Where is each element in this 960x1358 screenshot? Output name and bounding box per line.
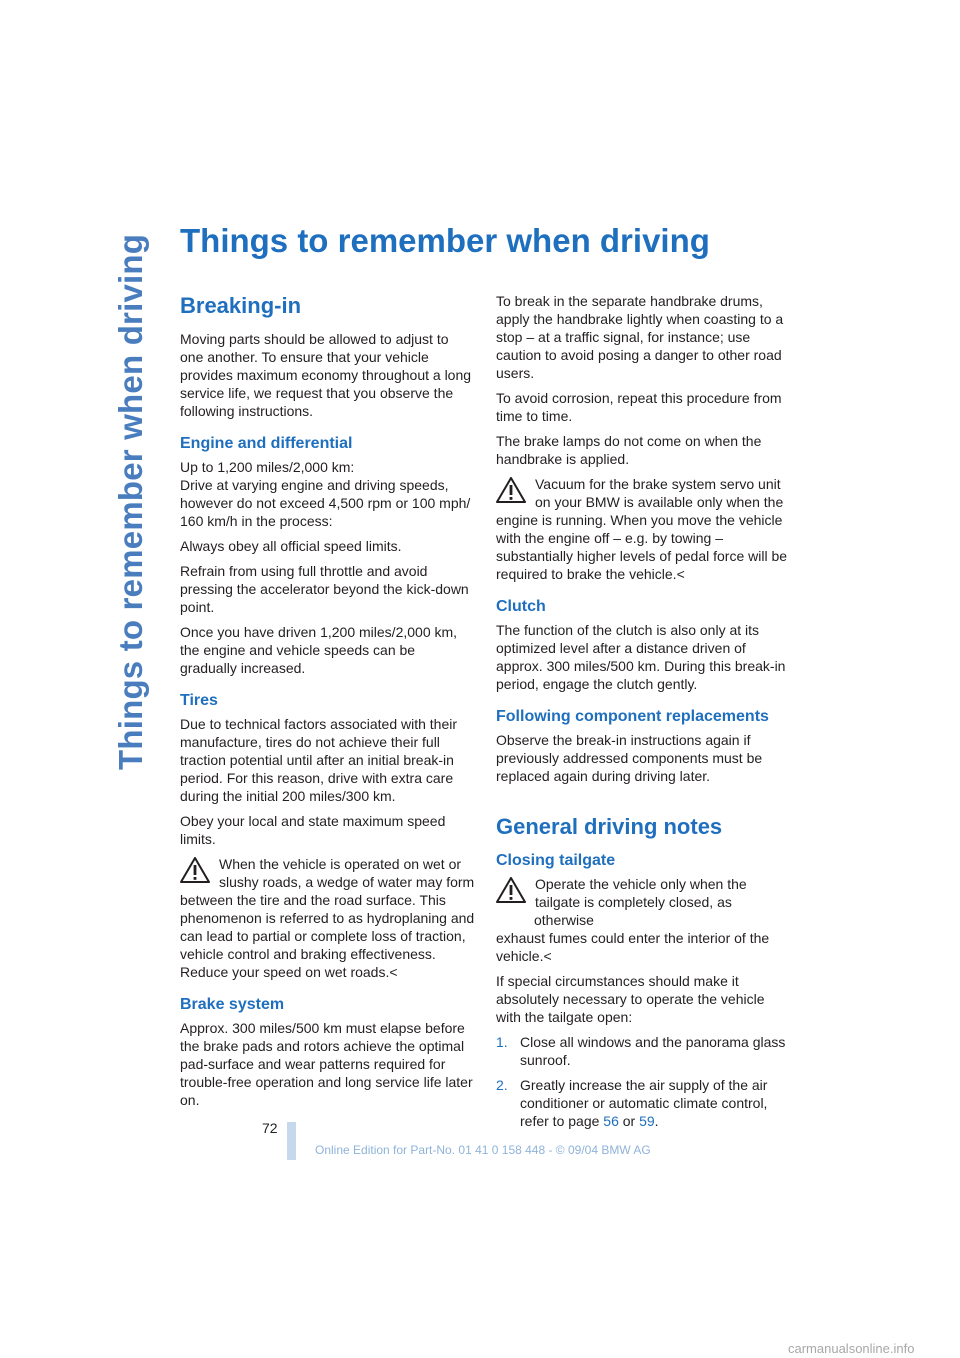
- following-heading: Following component replacements: [496, 708, 769, 725]
- vacuum-warning: [496, 475, 791, 583]
- tailgate-warning: [496, 875, 791, 965]
- footer-bar: [287, 1122, 296, 1160]
- tailgate-heading: Closing tailgate: [496, 852, 616, 869]
- tailgate-warning-rest: exhaust fumes could enter the interior of the vehicle.: [496, 930, 770, 964]
- tires-heading: Tires: [180, 692, 218, 709]
- engine-paragraph-4: Once you have driven 1,200 miles/2,000 km, the engine and vehicle speeds can be gradually increased.: [180, 624, 458, 676]
- handbrake-paragraph-3: The brake lamps do not come on when the handbrake is applied.: [496, 433, 762, 467]
- tailgate-warning-lead: Operate the vehicle only when the tailgate is completely closed, as otherwise: [534, 876, 747, 928]
- engine-paragraph-3: Refrain from using full throttle and avoid pressing the accelerator beyond the kick-down point.: [180, 563, 469, 615]
- tires-paragraph-2: Obey your local and state maximum speed limits.: [180, 813, 446, 847]
- engine-paragraph-2: Always obey all official speed limits.: [180, 538, 402, 554]
- handbrake-paragraph-1: To break in the separate handbrake drums, apply the handbrake lightly when coasting to a stop – at a traffic signal, for instance; use caution to avoid posing a danger to other road users.: [496, 293, 784, 381]
- watermark: carmanualsonline.info: [788, 1341, 915, 1356]
- brake-paragraph-1: Approx. 300 miles/500 km must elapse before the brake pads and rotors achieve the optimal pad-surface and wear patterns required for trouble-free operation and long service life later on.: [180, 1020, 473, 1108]
- engine-paragraph-1: Up to 1,200 miles/2,000 km: Drive at varying engine and driving speeds, however do not exceed 4,500 rpm or 100 mph/ 160 km/h in the process:: [180, 459, 471, 529]
- list-number: 1.: [496, 1034, 508, 1050]
- page-link-56[interactable]: 56: [603, 1113, 619, 1129]
- side-tab-label: Things to remember when driving: [112, 233, 149, 770]
- end-mark: <: [389, 964, 398, 980]
- list-text: Close all windows and the panorama glass sunroof.: [520, 1034, 786, 1068]
- following-paragraph-1: Observe the break-in instructions again if previously addressed components must be replaced again during driving later.: [496, 732, 763, 784]
- vacuum-warning-lead: Vacuum for the brake system servo unit on your BMW is available only when the: [535, 476, 784, 510]
- list-text-mid: or: [618, 1113, 640, 1129]
- list-item: [496, 1033, 791, 1069]
- end-mark: <: [676, 566, 685, 582]
- list-text-end: .: [654, 1113, 659, 1129]
- warning-triangle-icon: [496, 477, 526, 503]
- tailgate-paragraph-1: If special circumstances should make it absolutely necessary to operate the vehicle with the tailgate open:: [496, 973, 765, 1025]
- breakin-intro: Moving parts should be allowed to adjust to one another. To ensure that your vehicle provides maximum economy throughout a long service life, we request that you observe the following instructions.: [180, 331, 472, 419]
- tires-paragraph-1: Due to technical factors associated with their manufacture, tires do not achieve their full traction potential until after an initial break-in period. For this reason, drive with extra care during the initial 200 miles/300 km.: [180, 716, 458, 804]
- side-tab: [104, 230, 160, 770]
- breakin-heading: Breaking-in: [180, 293, 302, 318]
- tires-warning: [180, 855, 475, 981]
- engine-heading: Engine and differential: [180, 435, 353, 452]
- handbrake-paragraph-2: To avoid corrosion, repeat this procedure from time to time.: [496, 390, 782, 424]
- end-mark: <: [543, 948, 552, 964]
- list-text: Greatly increase the air supply of the air conditioner or automatic climate control, refer to page: [520, 1077, 768, 1129]
- left-column: [180, 292, 475, 1116]
- clutch-heading: Clutch: [496, 598, 546, 615]
- list-item: [496, 1076, 791, 1130]
- clutch-paragraph-1: The function of the clutch is also only at its optimized level after a distance driven of approx. 300 miles/500 km. During this break-in period, engage the clutch gently.: [496, 622, 786, 692]
- tires-warning-lead: When the vehicle is operated on wet or slushy roads, a wedge of water may form: [219, 856, 475, 890]
- page-number: 72: [262, 1120, 278, 1136]
- page-title: Things to remember when driving: [180, 222, 710, 259]
- brake-heading: Brake system: [180, 996, 285, 1013]
- tires-warning-rest: between the tire and the road surface. This phenomenon is referred to as hydroplaning and can lead to partial or complete loss of traction, vehicle control and braking effectiveness. Reduce your speed on wet roads.: [180, 892, 475, 980]
- warning-triangle-icon: [496, 877, 526, 903]
- list-number: 2.: [496, 1077, 508, 1093]
- footer-edition: Online Edition for Part-No. 01 41 0 158 448 - © 09/04 BMW AG: [315, 1143, 651, 1157]
- vacuum-warning-rest: engine is running. When you move the vehicle with the engine off – e.g. by towing – substantially higher levels of pedal force will be required to brake the vehicle.: [496, 512, 788, 582]
- general-heading: General driving notes: [496, 814, 723, 839]
- page-link-59[interactable]: 59: [639, 1113, 655, 1129]
- warning-triangle-icon: [180, 857, 210, 883]
- right-column: [496, 292, 791, 1137]
